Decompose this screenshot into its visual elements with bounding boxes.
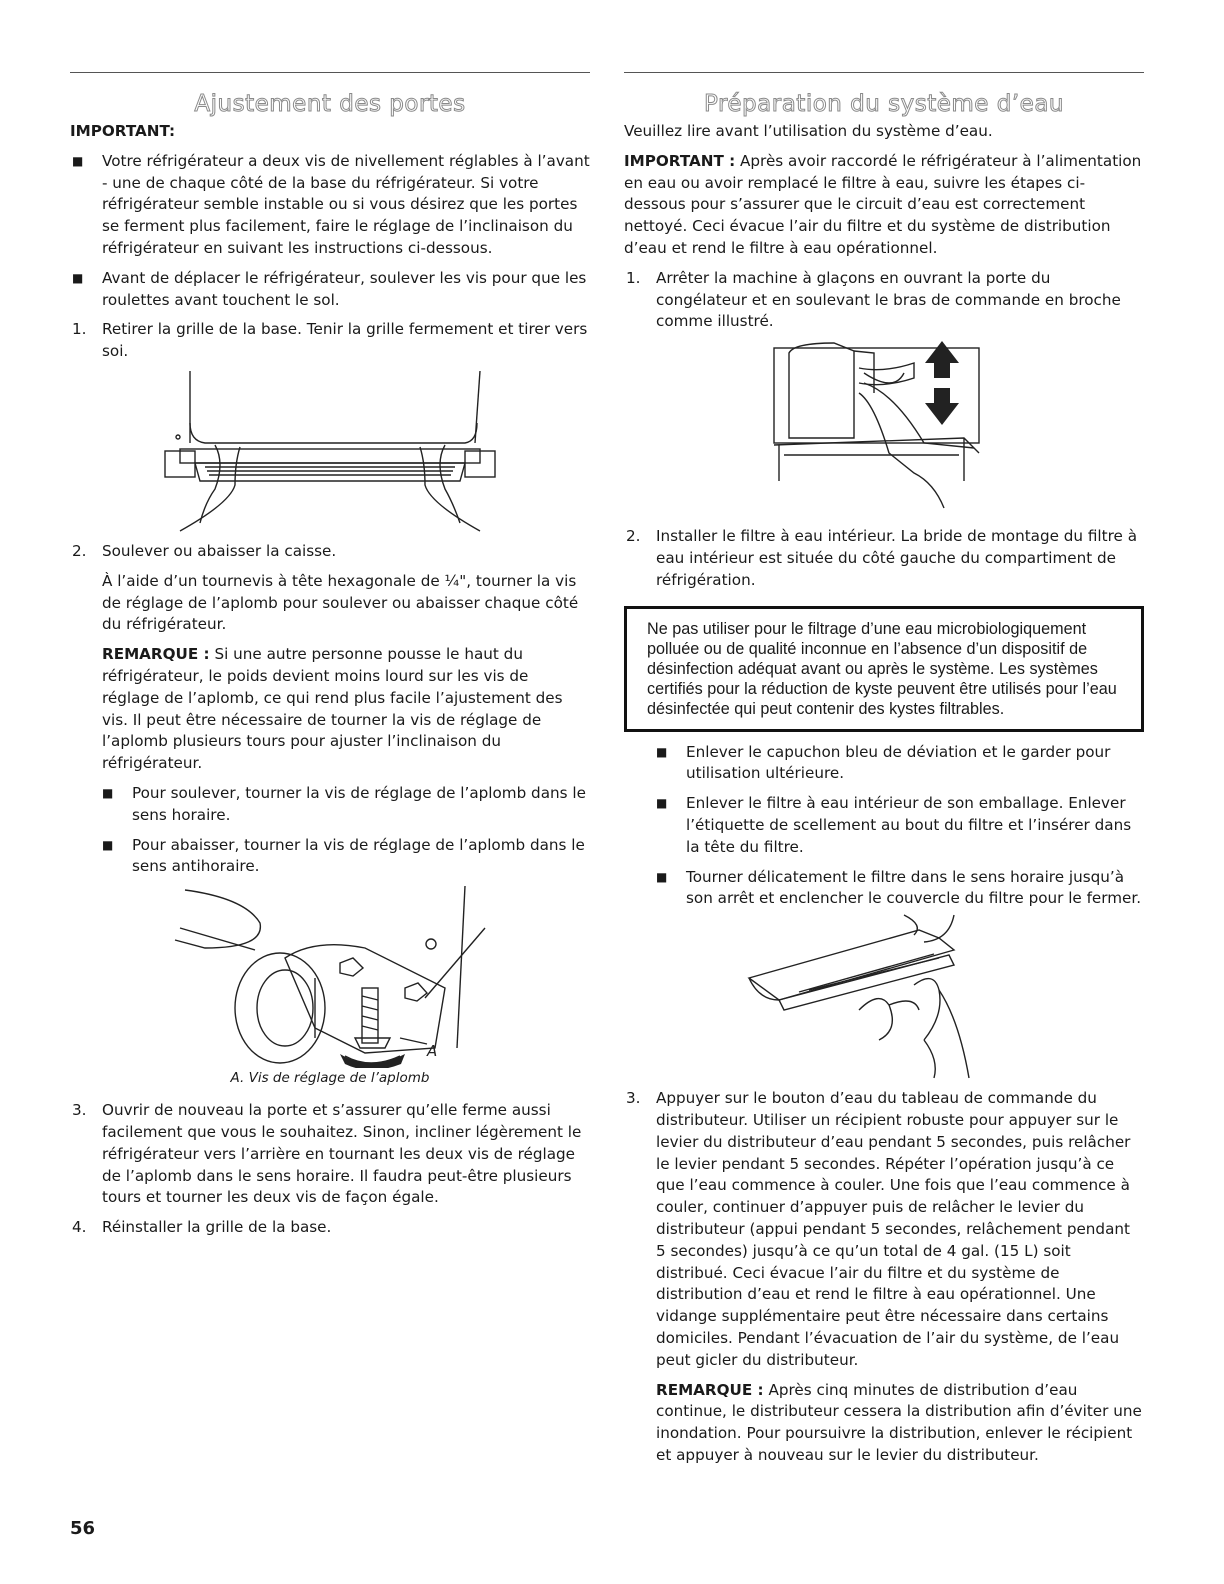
step-3: 3. Ouvrir de nouveau la porte et s’assurer qu’elle ferme aussi facilement que vous le souhaitez. Sinon, incliner légèrement le réfrigérateur vers l’arrière en tournant les deux vis de réglage de l’aplomb dans le sens horaire. Il faudra peut-être plusieurs tours et tourner les deux vis de façon égale. bbox=[72, 1101, 582, 1207]
section-rule bbox=[70, 72, 590, 73]
list-item: ■ Pour abaisser, tourner la vis de réglage de l’aplomb dans le sens antihoraire. bbox=[102, 835, 585, 876]
list-item: ■ Enlever le filtre à eau intérieur de son emballage. Enlever l’étiquette de scellement au bout du filtre et l’insérer dans la tête du filtre. bbox=[656, 794, 1132, 856]
important-heading: IMPORTANT: bbox=[70, 122, 176, 140]
section-rule bbox=[624, 72, 1144, 73]
list-item: ■ Avant de déplacer le réfrigérateur, soulever les vis pour que les roulettes avant touchent le sol. bbox=[72, 268, 587, 309]
section-title-doors: Ajustement des portes bbox=[194, 91, 466, 117]
warning-text: Ne pas utiliser pour le filtrage d’une eau microbiologiquement polluée ou de qualité inconnue en l’absence d’un dispositif de désinfection adéquat avant ou après le système. Les systèmes certifiés pour la réduction de kyste peuvent être utilisés pour l’eau désinfectée qui peut contenir des kystes filtrables. bbox=[647, 619, 1117, 718]
intro-text: Veuillez lire avant l’utilisation du système d’eau. bbox=[624, 122, 993, 140]
callout-label-a: A bbox=[427, 1042, 438, 1061]
list-item: ■ Pour soulever, tourner la vis de réglage de l’aplomb dans le sens horaire. bbox=[102, 783, 586, 824]
step-1: 1. Arrêter la machine à glaçons en ouvrant la porte du congélateur et en soulevant le bras de commande en broche comme illustré. bbox=[626, 268, 1121, 331]
page-number: 56 bbox=[70, 1518, 96, 1539]
bullet-square-icon: ■ bbox=[656, 869, 668, 884]
bullet-square-icon: ■ bbox=[656, 796, 668, 811]
step-4: 4. Réinstaller la grille de la base. bbox=[72, 1218, 332, 1237]
figure-caption: A. Vis de réglage de l’aplomb bbox=[230, 1070, 430, 1087]
remark-paragraph: REMARQUE : Si une autre personne pousse le haut du réfrigérateur, le poids devient moins lourd sur les vis de réglage de l’aplomb, ce qui rend plus facile l’ajustement des vis. Il peut être nécessaire de tourner la vis de réglage de l’aplomb plusieurs tours pour ajuster l’inclinaison du réfrigérateur. bbox=[102, 645, 563, 773]
bullet-square-icon: ■ bbox=[72, 153, 84, 168]
step-2: 2. Soulever ou abaisser la caisse. bbox=[72, 541, 337, 560]
important-paragraph: IMPORTANT : Après avoir raccordé le réfrigérateur à l’alimentation en eau ou avoir remplacé le filtre à eau, suivre les étapes ci-dessous pour s’assurer que le circuit d’eau est correctement nettoyé. Ceci évacue l’air du filtre et du système de distribution d’eau et rend le filtre à eau opérationnel. bbox=[624, 151, 1142, 257]
leveling-screw-illustration bbox=[165, 878, 495, 1068]
bullet-square-icon: ■ bbox=[72, 270, 84, 285]
list-item: ■ Tourner délicatement le filtre dans le sens horaire jusqu’à son arrêt et enclencher le couvercle du filtre pour le fermer. bbox=[656, 867, 1142, 908]
left-column bbox=[70, 72, 590, 1239]
ice-maker-arm-illustration bbox=[764, 333, 1004, 518]
water-filter-illustration bbox=[739, 910, 1029, 1080]
list-item: ■ Votre réfrigérateur a deux vis de nivellement réglables à l’avant - une de chaque côté de la base du réfrigérateur. Si votre réfrigérateur semble instable ou si vous désirez que les portes se ferment plus facilement, faire le réglage de l’inclinaison du réfrigérateur en suivant les instructions ci-dessous. bbox=[72, 151, 590, 257]
step-2: 2. Installer le filtre à eau intérieur. La bride de montage du filtre à eau intérieur est située du côté gauche du compartiment de réfrigération. bbox=[626, 527, 1138, 589]
remark-paragraph: REMARQUE : Après cinq minutes de distribution d’eau continue, le distributeur cessera la distribution afin d’éviter une inondation. Pour poursuivre la distribution, enlever le récipient et appuyer à nouveau sur le levier du distributeur. bbox=[656, 1380, 1142, 1464]
list-item: ■ Enlever le capuchon bleu de déviation et le garder pour utilisation ultérieure. bbox=[656, 742, 1111, 783]
step-3: 3. Appuyer sur le bouton d’eau du tableau de commande du distributeur. Utiliser un récipient robuste pour appuyer sur le levier du distributeur d’eau pendant 5 secondes, puis relâcher le levier pendant 5 secondes. Répéter l’opération jusqu’à ce que l’eau commence à couler. Une fois que l’eau commence à couler, continuer d’appuyer puis de relâcher le levier du distributeur (appui pendant 5 secondes, relâchement pendant 5 secondes) jusqu’à ce qu’un total de 4 gal. (15 L) soit distribué. Ceci évacue l’air du filtre et du système de distribution d’eau et rend le filtre à eau opérationnel. Une vidange supplémentaire peut être nécessaire dans certains domiciles. Pendant l’évacuation de l’air du système, de l’eau peut gicler du distributeur. bbox=[626, 1089, 1131, 1369]
bullet-square-icon: ■ bbox=[656, 744, 668, 759]
base-grille-illustration bbox=[135, 363, 525, 533]
section-title-water-system: Préparation du système d’eau bbox=[703, 91, 1064, 117]
right-column bbox=[624, 72, 1144, 1467]
step-1: 1. Retirer la grille de la base. Tenir la grille fermement et tirer vers soi. bbox=[72, 320, 588, 361]
warning-box bbox=[624, 606, 1144, 732]
bullet-square-icon: ■ bbox=[102, 785, 114, 800]
step-2-text: À l’aide d’un tournevis à tête hexagonale de ¼", tourner la vis de réglage de l’aplomb pour soulever ou abaisser chaque côté du réfrigérateur. bbox=[102, 571, 579, 634]
bullet-square-icon: ■ bbox=[102, 837, 114, 852]
